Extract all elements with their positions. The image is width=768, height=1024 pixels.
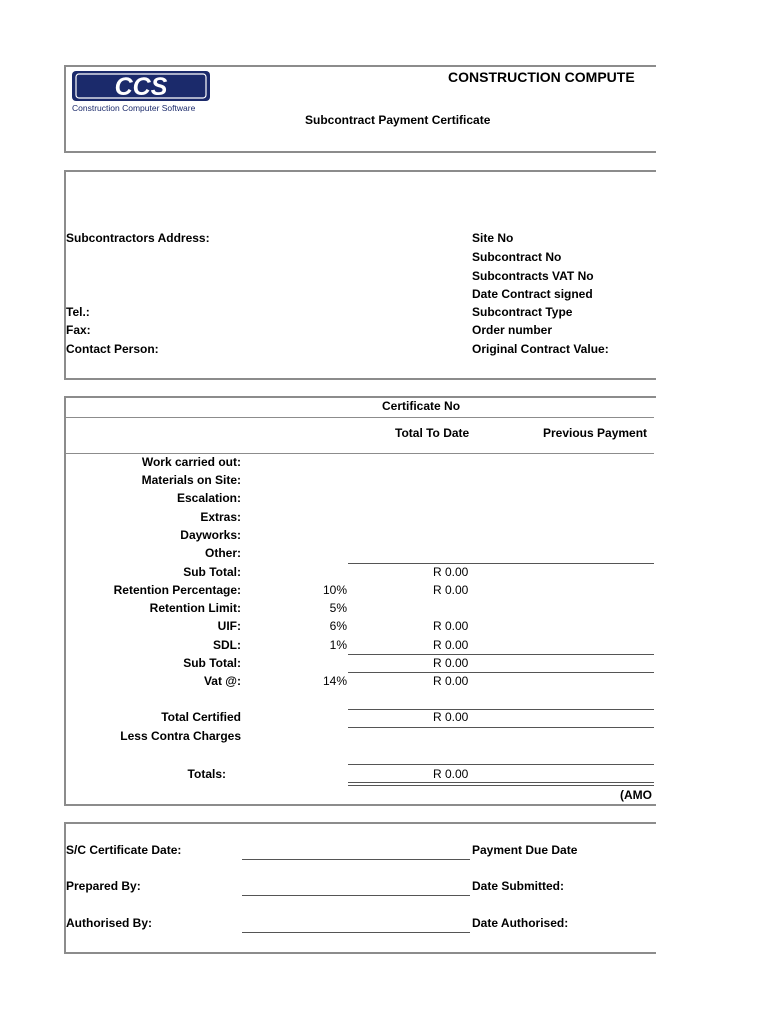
site-no-label: Site No bbox=[472, 231, 514, 245]
ccs-logo bbox=[72, 71, 210, 113]
vat-value: 14% bbox=[322, 674, 347, 688]
amount-in-words: (AMO bbox=[620, 788, 652, 802]
sc-certificate-date-field[interactable] bbox=[242, 859, 470, 860]
prepared-by-field[interactable] bbox=[242, 895, 470, 896]
row-label: Extras: bbox=[200, 510, 241, 524]
authorised-by-field[interactable] bbox=[242, 932, 470, 933]
vat-line bbox=[348, 672, 654, 673]
tel-label: Tel.: bbox=[66, 305, 90, 319]
subcontractor-address-label: Subcontractors Address: bbox=[66, 231, 210, 245]
subcontract-type-label: Subcontract Type bbox=[472, 305, 573, 319]
contact-person-label: Contact Person: bbox=[66, 342, 159, 356]
company-name: CONSTRUCTION COMPUTE bbox=[448, 69, 635, 85]
row-label: Dayworks: bbox=[180, 528, 241, 542]
row-label: Escalation: bbox=[176, 491, 241, 505]
vat-amount: R 0.00 bbox=[433, 674, 469, 688]
date-submitted-label: Date Submitted: bbox=[472, 879, 565, 893]
date-signed-label: Date Contract signed bbox=[472, 287, 593, 301]
sdl-amount: R 0.00 bbox=[433, 638, 469, 652]
order-number-label: Order number bbox=[472, 323, 553, 337]
contra-line bbox=[348, 727, 654, 728]
uif-value: 6% bbox=[329, 619, 347, 633]
row-label: UIF: bbox=[217, 619, 241, 633]
subtotal-1-line bbox=[348, 563, 654, 564]
row-label: Sub Total: bbox=[183, 656, 241, 670]
row-label: SDL: bbox=[213, 638, 241, 652]
row-label: Work carried out: bbox=[141, 455, 241, 469]
row-label: Retention Percentage: bbox=[113, 583, 241, 597]
totals-label: Totals: bbox=[187, 767, 226, 781]
sc-certificate-date-label: S/C Certificate Date: bbox=[66, 843, 182, 857]
logo-letters: CCS bbox=[114, 73, 168, 101]
uif-amount: R 0.00 bbox=[433, 619, 469, 633]
subtotal-2-amount: R 0.00 bbox=[433, 656, 469, 670]
logo-tagline: Construction Computer Software bbox=[72, 103, 196, 113]
subcontract-no-label: Subcontract No bbox=[472, 250, 562, 264]
certificate-no-label: Certificate No bbox=[382, 399, 461, 413]
row-label: Sub Total: bbox=[183, 565, 241, 579]
retention-percentage-value: 10% bbox=[322, 583, 347, 597]
fax-label: Fax: bbox=[66, 323, 91, 337]
date-authorised-label: Date Authorised: bbox=[472, 916, 569, 930]
payment-due-date-label: Payment Due Date bbox=[472, 843, 578, 857]
cert-header-divider bbox=[66, 453, 654, 454]
total-certified-amount: R 0.00 bbox=[433, 710, 469, 724]
signoff-box bbox=[64, 822, 656, 954]
col-total-to-date: Total To Date bbox=[395, 426, 470, 440]
row-label: Vat @: bbox=[203, 674, 241, 688]
original-value-label: Original Contract Value: bbox=[472, 342, 609, 356]
totals-top-line bbox=[348, 764, 654, 765]
subtotal-1-amount: R 0.00 bbox=[433, 565, 469, 579]
row-label: Materials on Site: bbox=[141, 473, 241, 487]
totals-amount: R 0.00 bbox=[433, 767, 469, 781]
row-label: Retention Limit: bbox=[149, 601, 241, 615]
less-contra-label: Less Contra Charges bbox=[120, 729, 241, 743]
doc-title: Subcontract Payment Certificate bbox=[305, 113, 491, 127]
cert-title-divider bbox=[66, 417, 654, 418]
retention-amount: R 0.00 bbox=[433, 583, 469, 597]
total-certified-line bbox=[348, 709, 654, 710]
prepared-by-label: Prepared By: bbox=[66, 879, 141, 893]
row-label: Other: bbox=[205, 546, 241, 560]
total-certified-label: Total Certified bbox=[161, 710, 241, 724]
vat-no-label: Subcontracts VAT No bbox=[472, 269, 594, 283]
sdl-value: 1% bbox=[329, 638, 347, 652]
retention-limit-value: 5% bbox=[329, 601, 347, 615]
totals-double-line bbox=[348, 782, 654, 786]
authorised-by-label: Authorised By: bbox=[66, 916, 153, 930]
subtotal-2-line bbox=[348, 654, 654, 655]
col-previous-payment: Previous Payment bbox=[543, 426, 648, 440]
